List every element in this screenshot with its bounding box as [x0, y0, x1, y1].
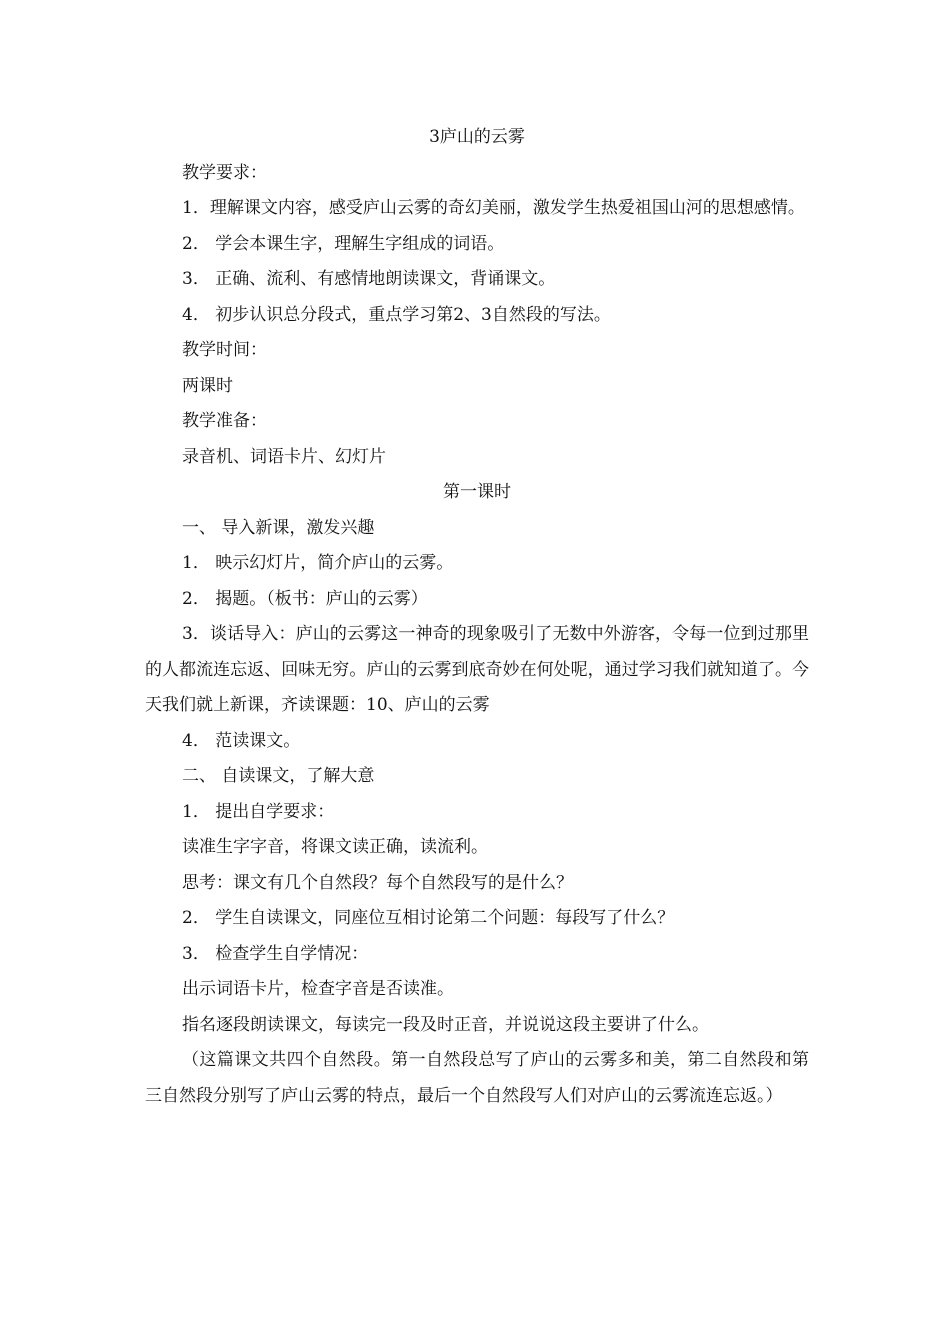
- requirement-4: 4． 初步认识总分段式，重点学习第2、3自然段的写法。: [182, 304, 611, 325]
- section-2-heading: 二、 自读课文，了解大意: [182, 766, 375, 786]
- section-1-item-2: 2． 揭题。（板书：庐山的云雾）: [182, 588, 428, 609]
- requirement-3: 3． 正确、流利、有感情地朗读课文，背诵课文。: [182, 269, 556, 289]
- prep-value: 录音机、词语卡片、幻灯片: [182, 446, 386, 467]
- section-1-item-1: 1． 映示幻灯片，简介庐山的云雾。: [182, 553, 454, 573]
- section-2-item-3-a: 出示词语卡片，检查字音是否读准。: [182, 979, 454, 999]
- lesson-1-heading: 第一课时: [443, 482, 511, 502]
- time-value: 两课时: [182, 375, 233, 396]
- section-2-note: （这篇课文共四个自然段。第一自然段总写了庐山的云雾多和美，第二自然段和第三自然段分别写了庐山云雾的特点，最后一个自然段写人们对庐山的云雾流连忘返。）: [145, 1050, 809, 1106]
- section-1-heading: 一、 导入新课，激发兴趣: [182, 517, 375, 538]
- section-2-item-3-b: 指名逐段朗读课文，每读完一段及时正音，并说说这段主要讲了什么。: [182, 1014, 709, 1035]
- section-1-item-3: 3．谈话导入：庐山的云雾这一神奇的现象吸引了无数中外游客，令每一位到过那里的人都流连忘返、回味无穷。庐山的云雾到底奇妙在何处呢，通过学习我们就知道了。今天我们就上新课，齐读课题：10、庐山的云雾: [145, 624, 809, 715]
- section-2-item-3: 3． 检查学生自学情况：: [182, 943, 369, 964]
- section-1-item-4: 4． 范读课文。: [182, 730, 301, 751]
- section-2-item-1-a: 读准生字字音，将课文读正确，读流利。: [182, 837, 488, 857]
- section-2-item-1: 1． 提出自学要求：: [182, 801, 335, 822]
- requirement-1: 1．理解课文内容，感受庐山云雾的奇幻美丽，激发学生热爱祖国山河的思想感情。: [182, 198, 805, 218]
- document-body: [145, 120, 809, 1114]
- requirement-2: 2． 学会本课生字，理解生字组成的词语。: [182, 233, 505, 254]
- section-2-item-1-b: 思考：课文有几个自然段？每个自然段写的是什么？: [182, 872, 573, 893]
- document-title: 3庐山的云雾: [429, 127, 525, 147]
- requirements-heading: 教学要求：: [182, 162, 267, 183]
- prep-heading: 教学准备：: [182, 411, 267, 431]
- time-heading: 教学时间：: [182, 340, 267, 360]
- section-2-item-2: 2． 学生自读课文，同座位互相讨论第二个问题：每段写了什么？: [182, 908, 675, 928]
